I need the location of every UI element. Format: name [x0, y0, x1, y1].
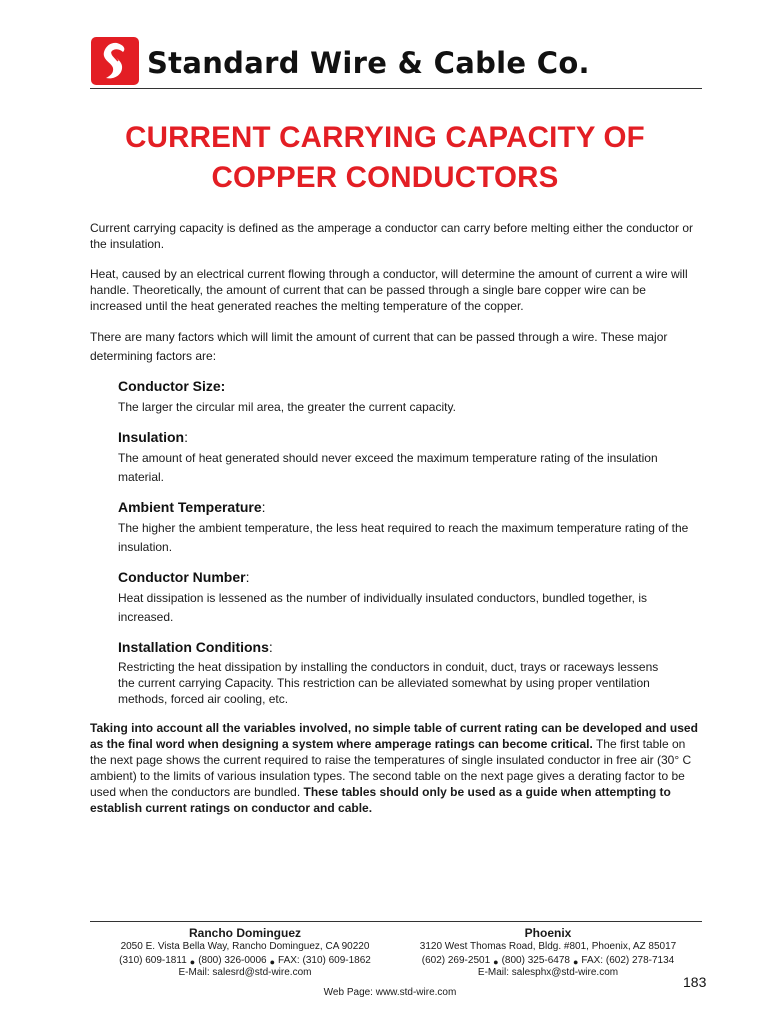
page-title	[90, 118, 680, 198]
factor-heading-text: Conductor Number	[118, 569, 246, 585]
factor-installation-conditions	[118, 638, 698, 707]
closing-paragraph	[90, 721, 700, 816]
closing-bold-tail: These tables should only be used as a guide when attempting to establish current ratings on conductor and cable.	[90, 784, 671, 815]
factor-heading	[118, 428, 698, 446]
factor-description: The larger the circular mil area, the greater the current capacity.	[118, 400, 456, 414]
office-fax: FAX: (310) 609-1862	[278, 954, 371, 966]
office-phone: (602) 269-2501	[421, 954, 491, 966]
factor-heading-text: Ambient Temperature	[118, 499, 262, 515]
office-email: E-Mail: salesrd@std-wire.com	[178, 967, 312, 978]
office-city: Phoenix	[524, 926, 572, 940]
office-phoenix	[400, 926, 696, 980]
office-address: 2050 E. Vista Bella Way, Rancho Dominguez, CA 90220	[120, 941, 370, 952]
s-logo-icon	[91, 37, 139, 85]
factor-description: The higher the ambient temperature, the less heat required to reach the maximum temperature rating of the insulation.	[118, 521, 689, 554]
factor-heading-text: Conductor Size:	[118, 378, 226, 394]
office-phone-tollfree: (800) 325-6478	[501, 954, 570, 966]
factor-description: Restricting the heat dissipation by installing the conductors in conduit, duct, trays or raceways lessens the current carrying Capacity. This restriction can be alleviated somewhat by using proper ventilation methods, forced air cooling, etc.	[118, 660, 659, 706]
company-name: Standard Wire & Cable Co.	[147, 46, 590, 80]
factor-insulation	[118, 428, 698, 487]
office-phone-tollfree: (800) 326-0006	[198, 954, 267, 966]
factor-heading	[118, 568, 698, 586]
intro-paragraph-definition: Current carrying capacity is defined as the amperage a conductor can carry before melting either the conductor or the insulation.	[90, 221, 693, 251]
office-email: E-Mail: salesphx@std-wire.com	[477, 967, 619, 978]
factor-ambient-temperature	[118, 498, 698, 557]
closing-bold-lead: Taking into account all the variables involved, no simple table of current rating can be developed and used as the final word when designing a system where amperage ratings can become critical.	[90, 721, 698, 751]
intro-paragraph-heat: Heat, caused by an electrical current flowing through a conductor, will determine the amount of current a wire will handle. Theoretically, the amount of current that can be passed through a single bare copper wire can be increased until the heat generated reaches the melting temperature of the copper.	[90, 267, 688, 313]
office-phones	[100, 954, 390, 968]
web-page-link[interactable]: Web Page: www.std-wire.com	[323, 987, 457, 998]
bullet-icon: ●	[572, 956, 579, 967]
intro-paragraph-factors: There are many factors which will limit the amount of current that can be passed through a wire. These major determining factors are:	[90, 330, 668, 363]
office-fax: FAX: (602) 278-7134	[581, 954, 675, 966]
factor-heading-colon: :	[268, 639, 273, 655]
office-city: Rancho Dominguez	[188, 926, 301, 940]
factor-heading-colon: :	[245, 569, 250, 585]
bullet-icon: ●	[189, 956, 196, 967]
footer-divider	[90, 921, 702, 922]
factor-heading-text: Installation Conditions	[118, 639, 269, 655]
header-divider	[90, 88, 702, 89]
factor-heading	[118, 377, 698, 395]
factor-conductor-size	[118, 377, 698, 417]
factor-heading-colon: :	[261, 499, 266, 515]
title-line-1: CURRENT CARRYING CAPACITY OF	[125, 121, 645, 154]
office-phones	[400, 954, 696, 968]
closing-body: The first table on the next page shows the current required to raise the temperatures of single insulated conductor in free air (30° C ambient) to the limits of various insulation types. The second table on the next page gives a derating factor to be used when the conductors are bundled.	[90, 736, 692, 799]
company-logo	[91, 37, 139, 85]
bullet-icon: ●	[269, 956, 276, 967]
factor-description: The amount of heat generated should never exceed the maximum temperature rating of the insulation material.	[118, 451, 658, 484]
factor-heading	[118, 498, 698, 516]
office-phone: (310) 609-1811	[119, 954, 187, 966]
page-number: 183	[683, 974, 707, 990]
office-address: 3120 West Thomas Road, Bldg. #801, Phoenix, AZ 85017	[419, 941, 677, 952]
title-line-2: COPPER CONDUCTORS	[211, 161, 559, 194]
factor-heading	[118, 638, 698, 656]
factor-description: Heat dissipation is lessened as the number of individually insulated conductors, bundled together, is increased.	[118, 591, 647, 624]
factor-conductor-number	[118, 568, 698, 627]
factor-heading-text: Insulation	[118, 429, 185, 445]
factor-heading-colon: :	[184, 429, 189, 445]
office-rancho-dominguez	[100, 926, 390, 980]
bullet-icon: ●	[493, 956, 499, 967]
